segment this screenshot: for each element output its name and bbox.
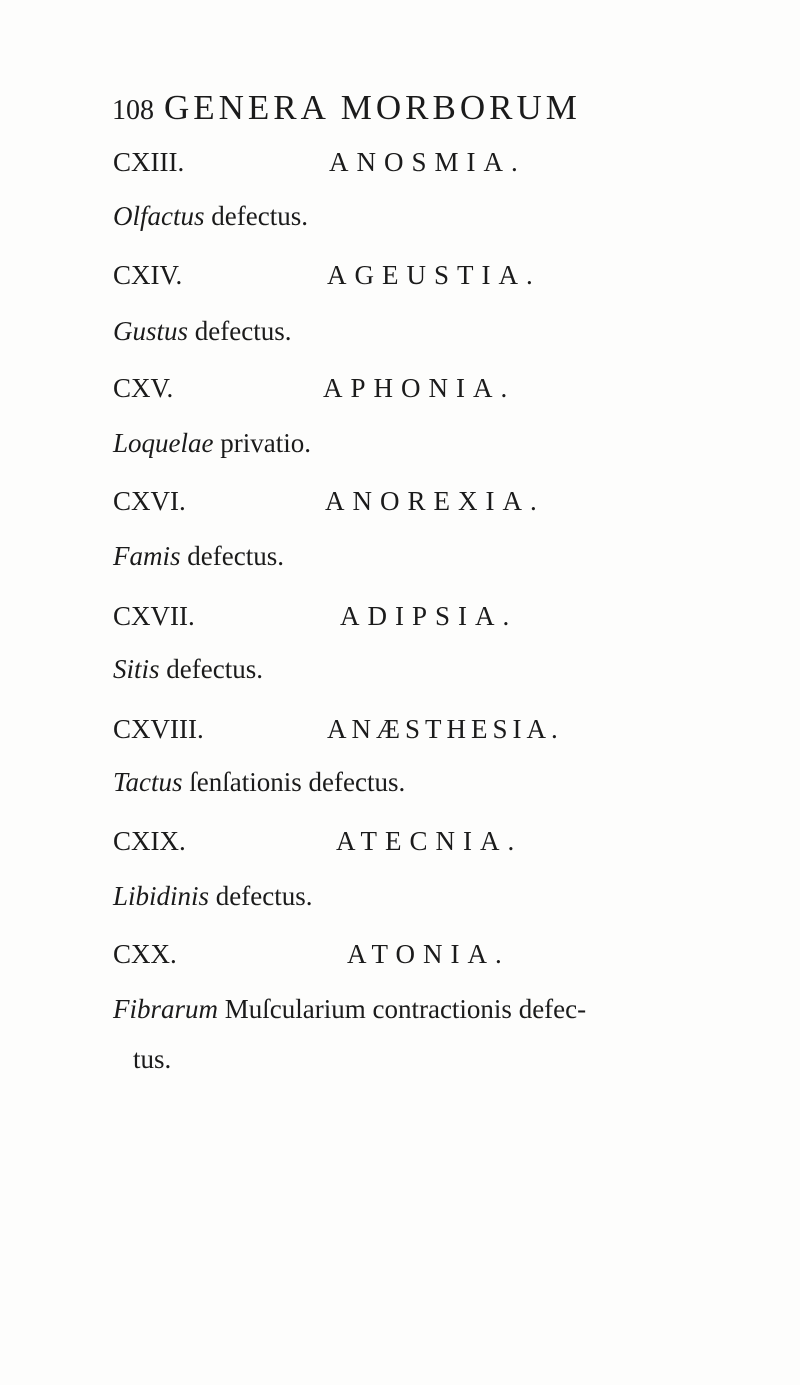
definition-text: defectus. <box>204 201 308 231</box>
entry-name: ANOSMIA. <box>329 147 526 177</box>
entry-numeral: CXV. <box>113 373 174 403</box>
page-header <box>112 88 581 128</box>
entry-numeral: CXX. <box>113 939 177 969</box>
entry-name: ATONIA. <box>347 939 510 969</box>
entry-name: ADIPSIA. <box>340 601 518 631</box>
definition-keyword: Libidinis <box>113 881 210 911</box>
definition-text: Muſcularium contractionis defec- <box>218 994 587 1024</box>
entry-numeral: CXVI. <box>113 486 186 516</box>
entry-numeral: CXVIII. <box>113 714 204 744</box>
definition-keyword: Famis <box>113 541 181 571</box>
definition-text: defectus. <box>188 316 292 346</box>
definition-text: ſenſationis defectus. <box>182 767 406 797</box>
definition-continuation: tus. <box>133 1044 172 1074</box>
entry-name: ANOREXIA. <box>325 486 545 516</box>
entry-definition <box>113 881 312 912</box>
entry-definition <box>113 654 263 685</box>
page-number: 108 <box>112 95 154 126</box>
entry-definition <box>113 994 586 1025</box>
definition-text: defectus. <box>159 654 263 684</box>
entry-name: ATECNIA. <box>336 826 523 856</box>
definition-keyword: Tactus <box>113 767 183 797</box>
entry-numeral: CXIV. <box>113 260 183 290</box>
entry-name: AGEUSTIA. <box>327 260 541 290</box>
entry-definition <box>113 541 284 572</box>
entry-name: ANÆSTHESIA. <box>327 714 563 744</box>
entry-definition <box>113 316 291 347</box>
definition-keyword: Fibrarum <box>113 994 219 1024</box>
definition-keyword: Gustus <box>113 316 189 346</box>
entry-name: APHONIA. <box>323 373 516 403</box>
entry-numeral: CXVII. <box>113 601 195 631</box>
definition-keyword: Loquelae <box>113 428 214 458</box>
definition-text: privatio. <box>213 428 311 458</box>
entry-definition <box>113 767 405 798</box>
entry-numeral: CXIII. <box>113 147 185 177</box>
definition-text: defectus. <box>180 541 284 571</box>
definition-keyword: Olfactus <box>113 201 205 231</box>
entry-definition <box>113 201 308 232</box>
definition-text: defectus. <box>209 881 313 911</box>
running-title: GENERA MORBORUM <box>164 88 581 127</box>
entry-definition <box>113 428 311 459</box>
entry-numeral: CXIX. <box>113 826 186 856</box>
definition-keyword: Sitis <box>113 654 160 684</box>
